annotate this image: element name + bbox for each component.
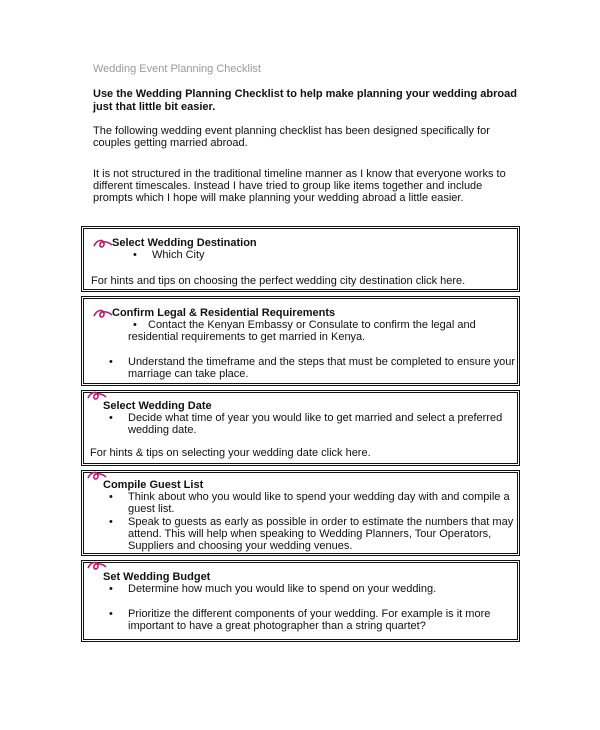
checklist-section-budget [81, 560, 520, 642]
hint-link-text[interactable]: For hints & tips on selecting your wedding date click here. [90, 447, 371, 459]
bullet-text: Which City [152, 249, 205, 261]
bullet-dot: • [109, 356, 113, 368]
bullet-text: Think about who you would like to spend your wedding day with and compile a guest list. [128, 491, 510, 515]
bullet-dot: • [133, 249, 137, 261]
intro-paragraph-2: It is not structured in the traditional timeline manner as I know that everyone works to different timescales. Instead I have tried to group like items together and include prompts which I hope will make planning your wedding abroad a little easier. [93, 168, 506, 204]
section-heading: Select Wedding Date [103, 400, 212, 412]
bullet-dot: • [109, 516, 113, 528]
bullet-text: Contact the Kenyan Embassy or Consulate to confirm the legal and residential requirements to get married in Kenya. [128, 319, 476, 343]
bullet-text: Decide what time of year you would like to get married and select a preferred wedding date. [128, 412, 503, 436]
checklist-section-guest-list [81, 470, 520, 556]
bullet-dot: • [109, 412, 113, 424]
section-heading: Confirm Legal & Residential Requirements [112, 307, 336, 319]
section-heading: Set Wedding Budget [103, 571, 211, 583]
bullet-text: Determine how much you would like to spend on your wedding. [128, 583, 437, 595]
section-heading: Select Wedding Destination [112, 237, 257, 249]
hint-link-text[interactable]: For hints and tips on choosing the perfect wedding city destination click here. [91, 275, 466, 287]
bullet-dot: • [109, 608, 113, 620]
lead-paragraph: Use the Wedding Planning Checklist to help make planning your wedding abroad just that little bit easier. [93, 88, 517, 113]
bullet-text: Prioritize the different components of your wedding. For example is it more important to have a great photographer than a string quartet? [128, 608, 491, 632]
bullet-dot: • [109, 583, 113, 595]
checklist-section-legal [81, 296, 520, 386]
bullet-dot: • [109, 491, 113, 503]
bullet-text: Understand the timeframe and the steps that must be completed to ensure your marriage can take place. [128, 356, 516, 380]
checklist-section-destination [81, 226, 520, 292]
section-heading: Compile Guest List [103, 479, 204, 491]
swirl-ornament-icon [92, 238, 114, 250]
document-title: Wedding Event Planning Checklist [93, 63, 261, 75]
swirl-ornament-icon [92, 308, 114, 320]
checklist-section-date [81, 390, 520, 466]
bullet-text: Speak to guests as early as possible in order to estimate the numbers that may attend. This will help when speaking to Wedding Planners, Tour Operators, Suppliers and choosing your wedding venues. [128, 516, 514, 552]
bullet-dot: • [133, 319, 137, 331]
intro-paragraph-1: The following wedding event planning checklist has been designed specifically for couples getting married abroad. [93, 125, 490, 149]
